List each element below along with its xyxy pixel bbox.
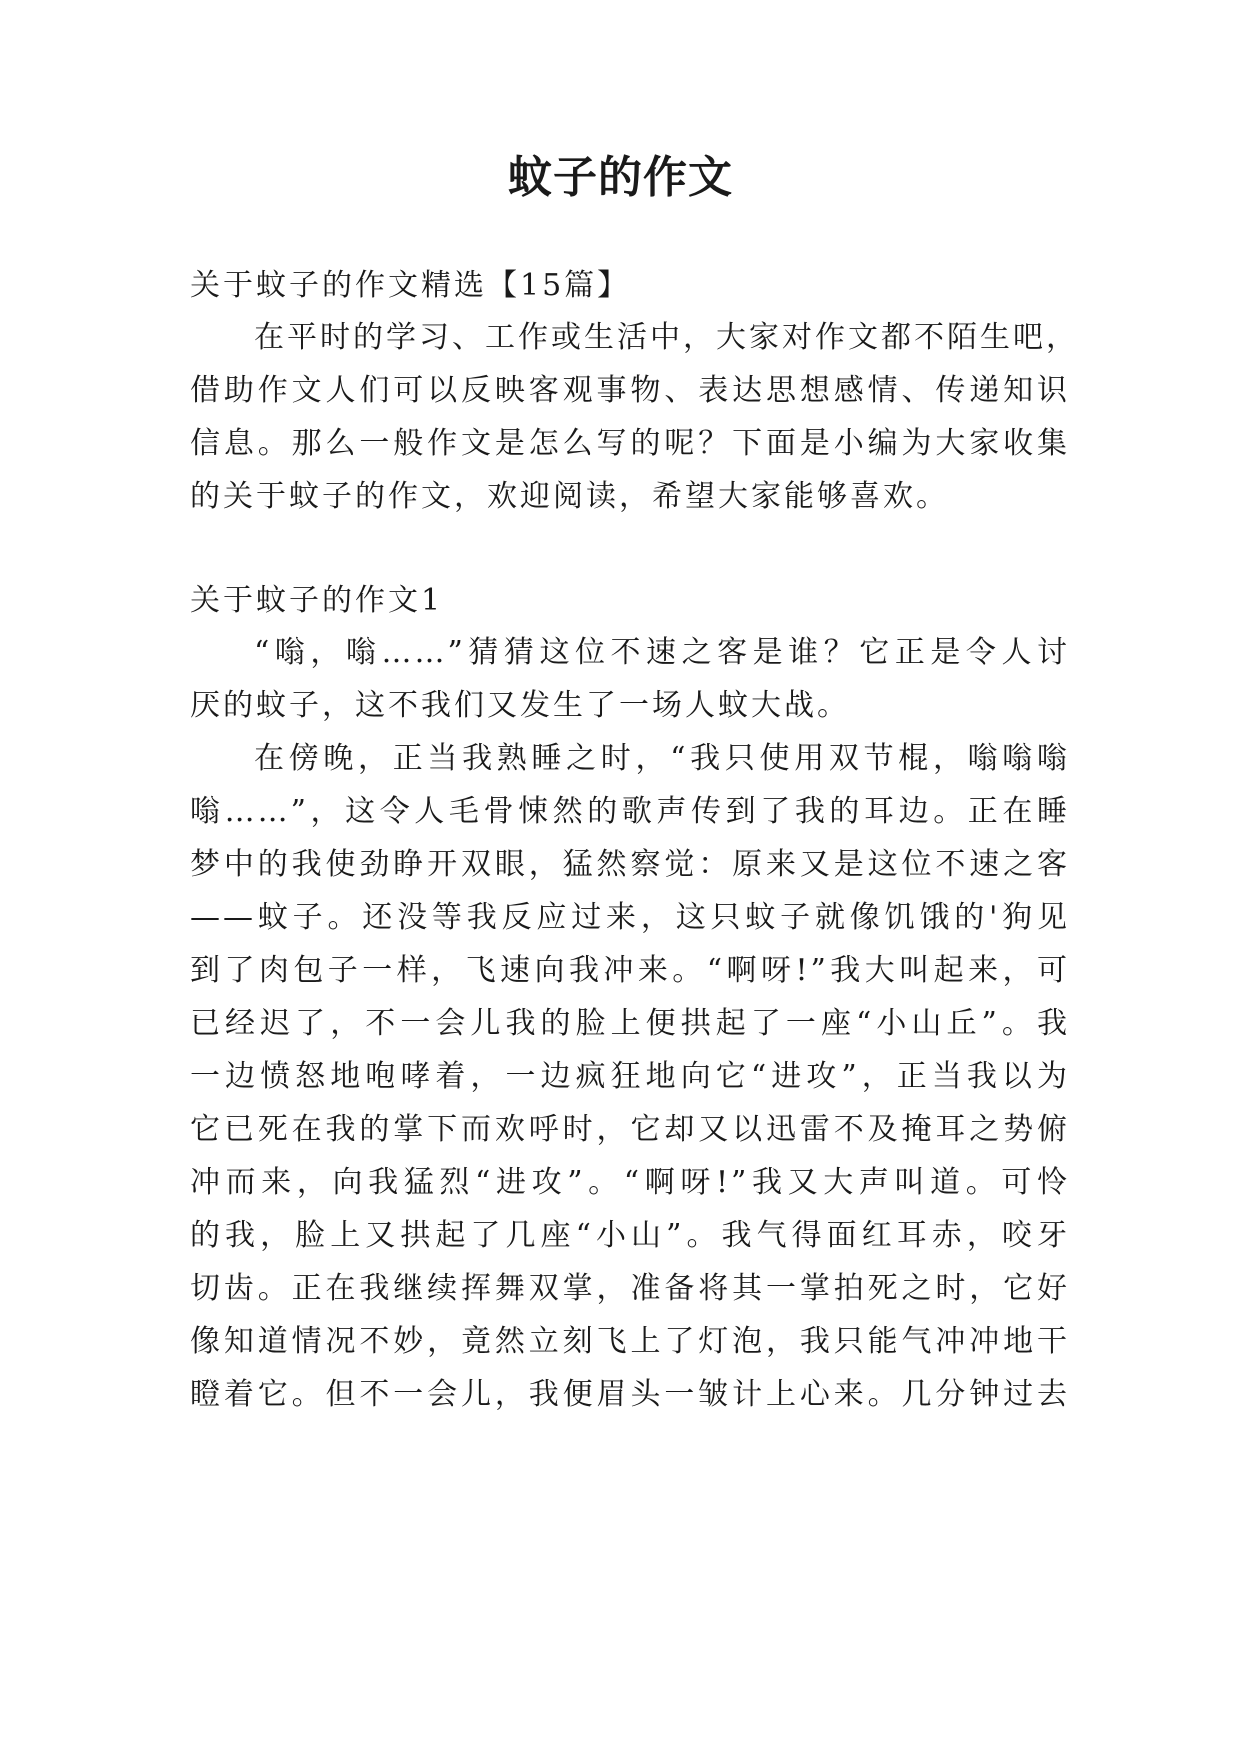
essay1-p2-line: 它已死在我的掌下而欢呼时，它却又以迅雷不及掩耳之势俯 <box>190 1112 1070 1147</box>
essay1-p2-line: 到了肉包子一样，飞速向我冲来。“啊呀!”我大叫起来，可 <box>190 953 1070 988</box>
essay1-p2-line: 一边愤怒地咆哮着，一边疯狂地向它“进攻”，正当我以为 <box>190 1059 1070 1094</box>
essay1-p2-line: 已经迟了，不一会儿我的脸上便拱起了一座“小山丘”。我 <box>190 1006 1070 1041</box>
essay1-p2-line: 在傍晚，正当我熟睡之时，“我只使用双节棍，嗡嗡嗡 <box>254 741 1070 776</box>
essay1-p2-line: 嗡……”，这令人毛骨悚然的歌声传到了我的耳边。正在睡 <box>190 794 1070 829</box>
intro-heading: 关于蚊子的作文精选【15篇】 <box>190 268 631 303</box>
essay1-p2-line: 的我，脸上又拱起了几座“小山”。我气得面红耳赤，咬牙 <box>190 1218 1070 1253</box>
essay1-p2-line: 冲而来，向我猛烈“进攻”。“啊呀!”我又大声叫道。可怜 <box>190 1165 1070 1200</box>
document-title: 蚊子的作文 <box>508 152 733 203</box>
intro-line: 借助作文人们可以反映客观事物、表达思想感情、传递知识 <box>190 373 1070 408</box>
essay1-p2-line: 像知道情况不妙，竟然立刻飞上了灯泡，我只能气冲冲地干 <box>190 1324 1070 1359</box>
essay1-p2-line: 瞪着它。但不一会儿，我便眉头一皱计上心来。几分钟过去 <box>190 1377 1070 1412</box>
intro-line: 在平时的学习、工作或生活中，大家对作文都不陌生吧， <box>254 320 1079 355</box>
essay1-p1-line: 厌的蚊子，这不我们又发生了一场人蚊大战。 <box>190 688 850 723</box>
essay1-p1-line: “嗡，嗡……”猜猜这位不速之客是谁？它正是令人讨 <box>254 635 1070 670</box>
essay1-p2-line: 切齿。正在我继续挥舞双掌，准备将其一掌拍死之时，它好 <box>190 1271 1070 1306</box>
essay1-p2-line: 梦中的我使劲睁开双眼，猛然察觉：原来又是这位不速之客 <box>190 847 1070 882</box>
intro-line: 的关于蚊子的作文，欢迎阅读，希望大家能够喜欢。 <box>190 479 949 514</box>
intro-line: 信息。那么一般作文是怎么写的呢？下面是小编为大家收集 <box>190 426 1070 461</box>
essay1-heading: 关于蚊子的作文1 <box>190 583 444 618</box>
essay1-p2-line: ——蚊子。还没等我反应过来，这只蚊子就像饥饿的'狗见 <box>190 900 1070 935</box>
